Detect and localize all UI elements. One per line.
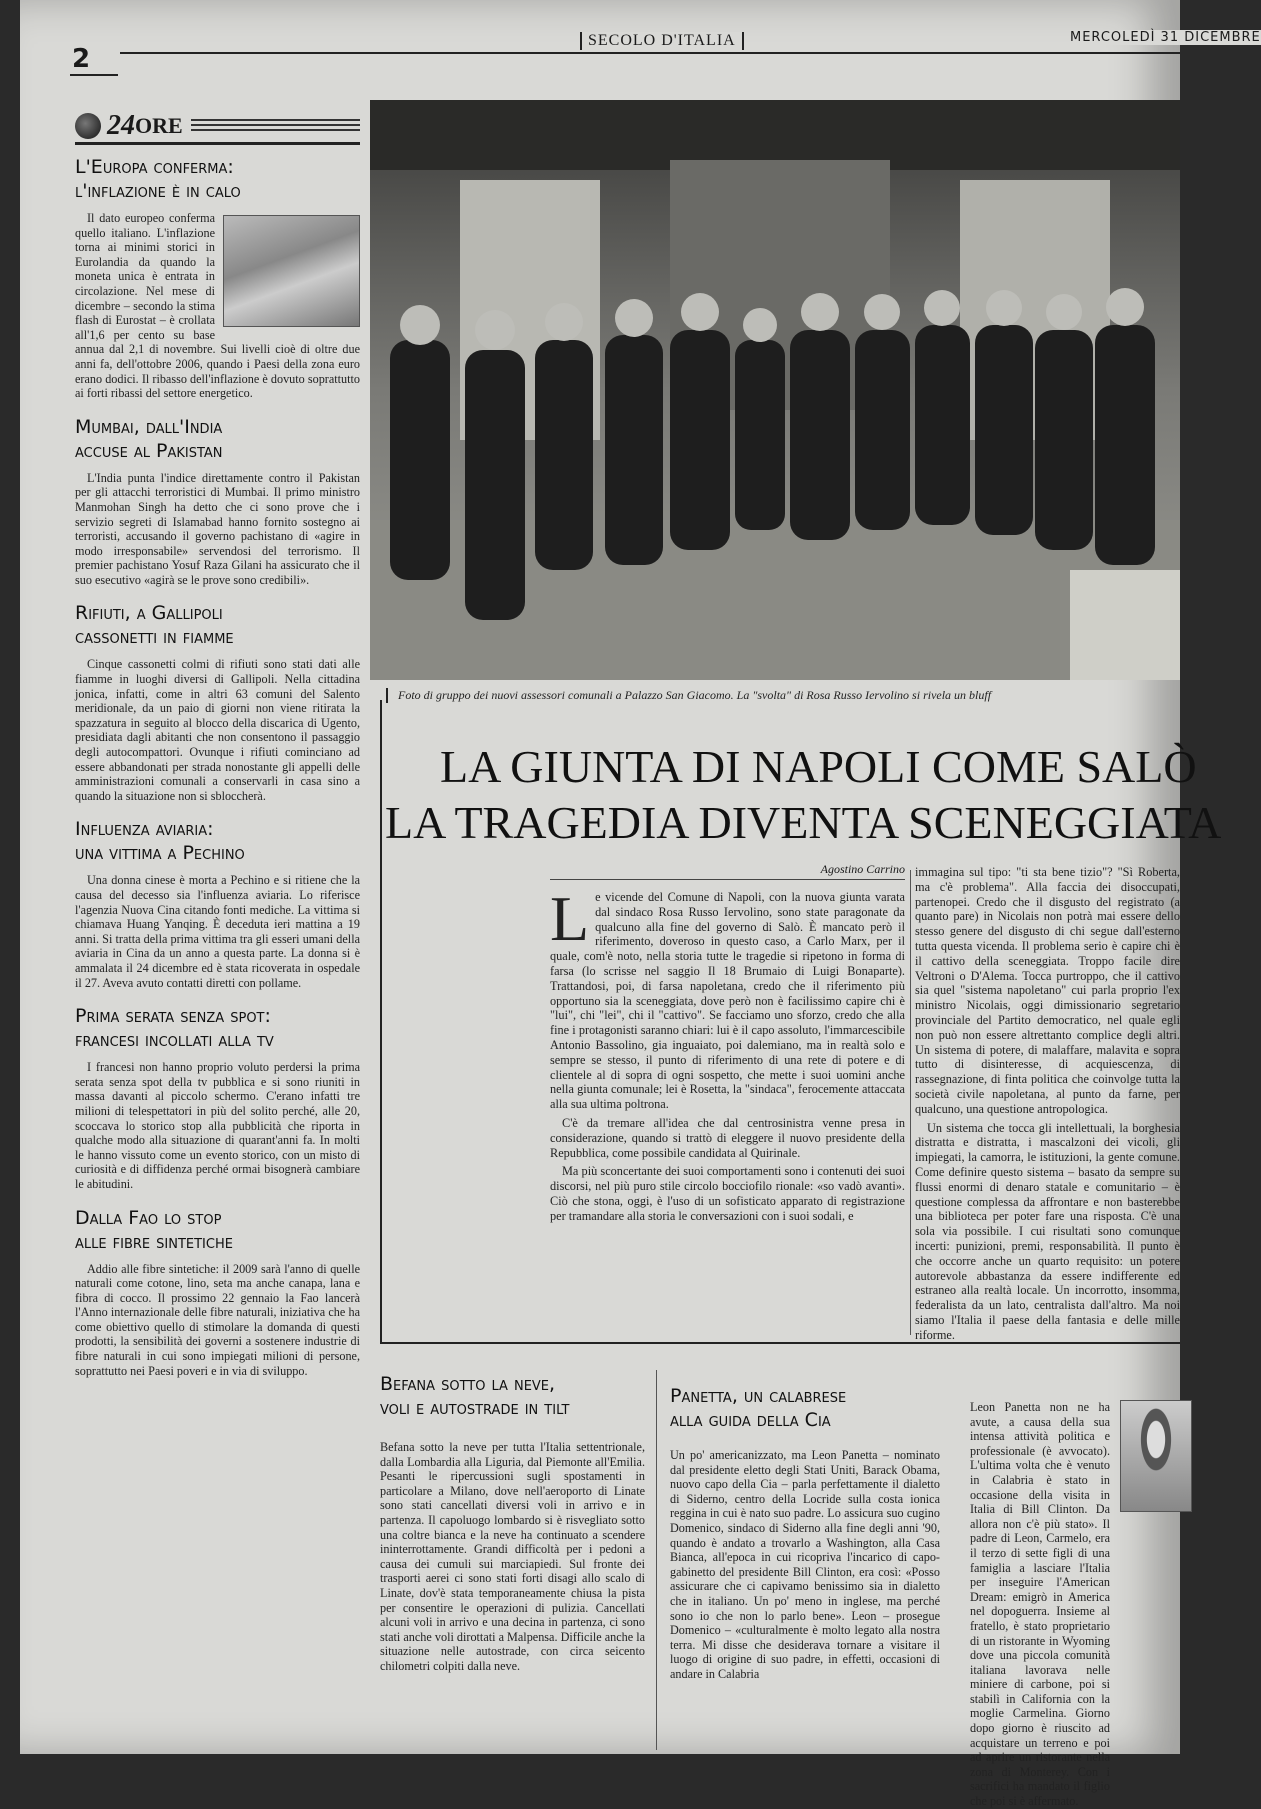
group-photo [370,100,1180,680]
page-number: 2 [70,44,118,76]
panetta-text: Un po' americanizzato, ma Leon Panetta – nominato dal presidente eletto degli Stati Uniti, Barack Obama, nuovo capo della Cia – parla perfettamente il dialetto di Siderno, centro della Locride sulla costa ionica reggina in cui è nato suo padre. Lo assicura suo cugino Domenico, sindaco di Siderno alla fine degli anni '90, quando è andato a trovarlo a Washington, alla Casa Bianca, all'epoca in cui ricopriva l'incarico di capo-gabinetto del presidente Bill Clinton, era così: «Posso assicurare che ci capivamo benissimo sia in dialetto che in italiano. Un po' meno in inglese, ma perché sono io che non lo parlo bene». Leon – prosegue Domenico – «culturalmente è molto legato alla nostra terra. Mi disse che desiderava tornare a visitare il luogo di origine di suo padre, in effetti, occasioni di andare in Calabria [670,1448,940,1681]
supermarket-photo [223,215,360,327]
masthead-date: MERCOLEDÌ 31 DICEMBRE [1070,30,1261,45]
brief-title: L'Europa conferma: l'inflazione è in calo [75,156,241,202]
brief-article [75,415,360,588]
headline-line-1: LA GIUNTA DI NAPOLI COME SALÒ [440,741,1197,792]
brief-text: I francesi non hanno proprio voluto perdersi la prima serata senza spot della tv pubblica e si sono riuniti in massa davanti al piccolo schermo. C'erano infatti tre milioni di telespettatori in più del solito perché, alle 20, scoccava lo storico stop alla pubblicità che riporta in qualche modo alla situazione di quarant'anni fa. In molti le hanno vissuto come un evento storico, con un misto di curiosità e di diffidenza perché ormai bisognerà cambiare le abitudini. [75,1060,360,1191]
article-paragraph: C'è da tremare all'idea che dal centrosinistra venne presa in considerazione, quando si trattò di eleggere il nuovo presidente della Repubblica, come possibile candidata al Quirinale. [550,1115,905,1160]
brief-title: Rifiuti, a Gallipoli cassonetti in fiamme [75,602,234,649]
brief-text: Cinque cassonetti colmi di rifiuti sono stati dati alle fiamme in luoghi diversi di Gallipoli. Nella cittadina jonica, infatti, come in altri 63 comuni del Salento meridionale, da un paio di giorni non viene ritirata la spazzatura in seguito al blocco della discarica di Ugento, presidiata dagli abitanti che non consentono il passaggio degli autocompattori. Ovunque i rifiuti cominciano ad essere abbandonati per strada nonostante gli appelli delle amministrazioni comunali a conservarli in casa sino a quando la situazione non si sbloccherà. [75,657,360,803]
photo-caption: Foto di gruppo dei nuovi assessori comunali a Palazzo San Giacomo. La "svolta" di Rosa Russo Iervolino si rivela un bluff [386,688,991,703]
headline-line-2: LA TRAGEDIA DIVENTA SCENEGGIATA [385,797,1222,848]
brief-title: Dalla Fao lo stop alle fibre sintetiche [75,1206,233,1253]
briefs-column [75,110,360,1392]
befana-text: Befana sotto la neve per tutta l'Italia settentrionale, dalla Lombardia alla Liguria, dal Piemonte all'Emilia. Pesanti le ripercussioni sugli spostamenti in particolare a Milano, dove nell'aeroporto di Linate sono stati cancellati diversi voli in arrivo e in partenza. Il capoluogo lombardo si è risvegliato sotto una coltre bianca e la neve ha continuato a scendere ininterrottamente. Grandi difficoltà per i pedoni a causa dei cumuli sui marciapiedi. Sul fronte dei trasporti aerei ci sono stati forti disagi allo scalo di Linate, dov'è stata temporaneamente chiusa la pista per consentire le operazioni di pulizia. Cancellati alcuni voli in arrivo e una decina in partenza, ci sono stati anche voli dirottati a Malpensa. Difficile anche la situazione nelle autostrade, con circa seicento chilometri colpiti dalla neve. [380,1440,645,1673]
brief-article [75,601,360,803]
brief-text: Addio alle fibre sintetiche: il 2009 sarà l'anno di quelle naturali come cotone, lino, seta ma anche canapa, lana e fibra di cocco. Il prossimo 22 gennaio la Fao lancerà l'Anno internazionale delle fibre naturali, iniziativa che ha come obiettivo quello di stimolare la domanda di questi prodotti, la sensibilità dei governi a sostenere industrie di fibre naturali in cui sono impiegati milioni di persone, soprattutto nei Paesi poveri e in via di sviluppo. [75,1261,360,1378]
masthead-title: SECOLO D'ITALIA [580,32,744,50]
logo-lines [191,119,360,133]
brief-article [75,1004,360,1191]
panetta-text-continued: Leon Panetta non ne ha avute, a causa della sua intensa attività politica e professionale (è avvocato). L'ultima volta che è venuto in Calabria è stato in occasione della visita in Italia di Bill Clinton. Da allora non c'è più stato». Il padre di Leon, Carmelo, era il terzo di sette figli di una famiglia a lasciare l'Italia per inseguire l'American Dream: emigrò in America nel dopoguerra. Insieme al fratello, è stato proprietario di un ristorante in Wyoming dove una piccola comunità italiana lavorava nelle miniere di carbone, poi si stabilì in California con la moglie Carmelina. Giorno dopo giorno è riuscito ad acquistare un terreno e poi ad aprire un ristorante nella zona di Monterey. Con i sacrifici ha mandato il figlio che poi si è affermato. [970,1400,1110,1809]
brief-text: Una donna cinese è morta a Pechino e si ritiene che la causa del decesso sia l'influenza aviaria. Lo riferisce l'agenzia Nuova Cina citando fonti mediche. La vittima si chiamava Huang Yanqing. È deceduta ieri mattina a 19 anni. Si tratta della prima vittima tra gli esseri umani della aviaria in Cina da un anno a questa parte. La donna si è ammalata il 24 dicembre ed è stata ricoverata in ospedale il 27. Aveva avuto contatti diretti con pollame. [75,873,360,990]
main-article-column-1 [550,883,905,1228]
article-paragraph: immagina sul tipo: "ti sta bene tizio"? "Sì Roberta, ma c'è problema". Alla faccia dei disoccupati, partenopei. Credo che il disgusto del registrato (a quanto pare) in Nicolais non potrà mai essere dello stesso genere del disgusto di chi segue dall'esterno tutta questa vicenda. Il problema serio è capire chi è il cattivo della sceneggiata. Troppo facile dire Veltroni o D'Alema. Tocca purtroppo, che il cattivo sia quel "sistema napoletano" cui parla proprio l'ex ministro Nicolais, oggi dimissionario segretario provinciale del Partito democratico, nel quale egli non può non essere altrettanto complice degli altri. Un sistema di potere, di malaffare, malavita e sopra tutto di disinteresse, di acquiescenza, di rassegnazione, di finta politica che coinvolge tutta la società civile napoletana, al punto da farne, per qualcuno, una questione antropologica. [915,865,1180,1116]
brief-title: Mumbai, dall'India accuse al Pakistan [75,415,223,462]
panetta-portrait [1120,1400,1192,1512]
brief-title: Prima serata senza spot: francesi incollati alla tv [75,1005,274,1052]
globe-icon [75,113,101,139]
brief-article [75,817,360,990]
article-paragraph: Ma più sconcertante dei suoi comportamenti sono i contenuti dei suoi discorsi, nel più puro stile circolo bocciofilo rionale: «so vadò avanti». Ciò che stona, oggi, è l'uso di un sofisticato apparato di registrazione per tramandare alla storia le conversazioni con i suoi sodali, e [550,1164,905,1223]
brief-text: L'India punta l'indice direttamente contro il Pakistan per gli attacchi terroristici di Mumbai. Il primo ministro Manmohan Singh ha detto che ci sono prove che i servizio segreti di Islamabad hanno fornito sostegno ai terroristi, accusando il governo pachistano di «agire in modo irresponsabile» servendosi del terrorismo. Il premier pachistano Yosuf Raza Gilani ha assicurato che il suo esecutivo «agirà se le prove sono credibili». [75,470,360,587]
column-divider [656,1370,657,1750]
panetta-title: Panetta, un calabrese alla guida della Cia [670,1385,847,1431]
article-paragraph: Un sistema che tocca gli intellettuali, la borghesia distratta e distratta, i mascalzoni dei vicoli, gli impiegati, la camorra, le istituzioni, la gente comune. Come definire questo sistema – basato da sempre su flussi enormi di denaro statale e comunitario – è questione complessa da affrontare e non basterebbe una biblioteca per poter fare una risposta. C'è una sola via possibile. I cui risultati sono comunque incerti: punizioni, premi, responsabilità. Il punto è che occorre anche un quarto requisito: un potere autorevole abbastanza da essere indifferente ed estraneo alla realtà locale. Un incorrotto, insomma, federalista da un lato, centralista dall'altro. Ma noi siamo l'Italia il paese della fantasia e delle mille riforme. [915,1120,1180,1342]
column-divider [910,870,911,1335]
section-logo-word: ORE [135,113,183,138]
byline: Agostino Carrino [550,862,905,880]
befana-title: Befana sotto la neve, voli e autostrade in tilt [380,1373,570,1419]
group-photo-illustration [370,100,1180,680]
brief-title: Influenza aviaria: una vittima a Pechino [75,818,245,865]
brief-text: Il dato europeo conferma quello italiano. L'inflazione torna ai minimi storici in Eurolandia da quando la moneta unica è entrata in circolazione. Nel mese di dicembre – secondo la stima flash di Eurostat – è crollata all'1,6 per cento su base annua dal 2,1 di novembre. Sui livelli cioè di oltre due anni fa, dell'ottobre 2006, quando i Paesi della zona euro erano dodici. Il ribasso dell'inflazione è dovuto soprattutto ai forti ribassi del settore energetico. [75,211,360,401]
main-article-column-2 [915,865,1180,1347]
brief-article [75,1206,360,1379]
section-logo [75,110,360,145]
dropcap: L [550,883,590,954]
article-paragraph: Le vicende del Comune di Napoli, con la nuova giunta varata dal sindaco Rosa Russo Iervolino, sono state paragonate da qualcuno alla fine del governo di Salò. È mancato però il riferimento, doveroso in questo caso, a Carlo Marx, per il quale, com'è noto, nella storia tutte le tragedie si ripetono in forma di farsa (lo scrisse nel saggio Il 18 Brumaio di Luigi Bonaparte). Trattandosi, poi, di farsa napoletana, credo che il riferimento più opportuno sia la sceneggiata, dove però non è facilissimo capire chi è "lui", chi "lei", chi il "cattivo". Se facciamo uno sforzo, credo che alla fine i protagonisti saranno chiari: lui è il capo assoluto, l'immarcescibile Antonio Bassolino, gia inguaiato, poi dalemiano, ma in realtà solo e sempre se stesso, il punto di riferimento di una rete di potere e di clientele al di sopra di ogni sospetto, che mette i suoi uomini anche nella giunta comunale; lei è Rosetta, la "sindaca", ferocemente attaccata alla sua ultima poltrona. [550,883,905,1112]
masthead-rule [120,52,1180,54]
brief-article [75,155,360,401]
newspaper-page [20,0,1261,1809]
section-logo-number: 24 [107,110,135,141]
box-border-left [380,700,382,1344]
